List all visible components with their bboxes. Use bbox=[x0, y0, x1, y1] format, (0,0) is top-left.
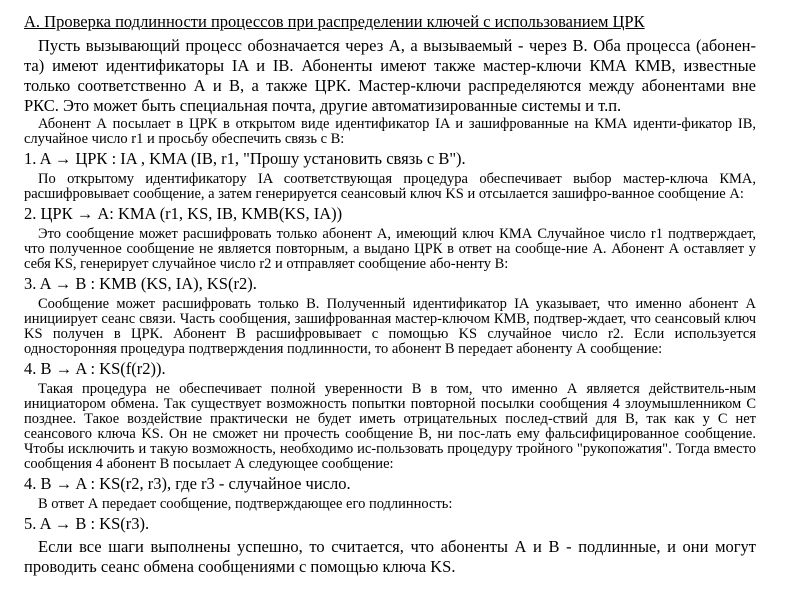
conclusion-paragraph: Если все шаги выполнены успешно, то считается, что абоненты А и В - подлинные, и они могут проводить сеанс обмена сообщениями с помощью ключа KS. bbox=[24, 537, 756, 576]
paragraph-6: В ответ А передает сообщение, подтверждающее его подлинность: bbox=[38, 496, 453, 512]
formula-step-2: 2. ЦРК → A: KMA (r1, KS, IB, KMB(KS, IA)) bbox=[24, 204, 343, 223]
formula-step-1: 1. A → ЦРК : IA , KMA (IB, r1, "Прошу установить связь с В"). bbox=[24, 149, 466, 168]
paragraph-5: Такая процедура не обеспечивает полной уверенности В в том, что именно А является действитель-ным инициатором обмена. Так существует возможность попытки повторной посылки сообщения 4 злоумышленником С позднее. Такое воздействие практически не будет иметь отрицательных послед-ствий для В, так как у С нет сеансового ключа KS. Он не сможет ни прочесть сообщение В, ни пос-лать ему фальсифицированное сообщение. Чтобы исключить и такую возможность, необходимо ис-пользовать процедуру тройного "рукопожатия". Тогда вместо сообщения 4 абонент В посылает А следующее сообщение: bbox=[24, 381, 756, 472]
formula-step-4: 4. B → A : KS(f(r2)). bbox=[24, 359, 166, 378]
paragraph-1: Абонент А посылает в ЦРК в открытом виде идентификатор IA и зашифрованные на КМА иденти-фикатор IB, случайное число r1 и просьбу обеспечить связь с В: bbox=[24, 116, 756, 147]
paragraph-4: Сообщение может расшифровать только В. Полученный идентификатор IA указывает, что именно абонент А инициирует сеанс связи. Часть сообщения, зашифрованная мастер-ключом КМВ, подтвер-ждает, что сеансовый ключ KS получен в ЦРК. Абонент В расшифровывает с помощью KS случайное число r2. Если используется односторонняя процедура подтверждения подлинности, то абонент В передает абоненту А сообщение: bbox=[24, 296, 756, 357]
paragraph-3: Это сообщение может расшифровать только абонент А, имеющий ключ КМА Случайное число r1 подтверждает, что полученное сообщение не является повторным, а выдано ЦРК в ответ на сообще-ние А. Абонент А оставляет у себя KS, генерирует случайное число r2 и отправляет сообщение або-ненту В: bbox=[24, 226, 756, 272]
formula-step-3: 3. A → B : KMB (KS, IA), KS(r2). bbox=[24, 274, 257, 293]
formula-step-4-alt: 4. B → A : KS(r2, r3), где r3 - случайное число. bbox=[24, 474, 351, 493]
intro-paragraph: Пусть вызывающий процесс обозначается через А, а вызываемый - через В. Оба процесса (абонен-та) имеют идентификаторы IA и IB. Абоненты имеют также мастер-ключи КМА КМВ, известные только соответственно А и В, а также ЦРК. Мастер-ключи распределяются между абонентами вне РКС. Это может быть специальная почта, другие автоматизированные системы и т.п. bbox=[24, 36, 756, 115]
paragraph-2: По открытому идентификатору IA соответствующая процедура обеспечивает выбор мастер-ключа КМА, расшифровывает сообщение, а затем генерируется сеансовый ключ KS и отсылается зашифро-ванное сообщение A: bbox=[24, 171, 756, 202]
formula-step-5: 5. A → B : KS(r3). bbox=[24, 514, 150, 533]
document-title: А. Проверка подлинности процессов при распределении ключей с использованием ЦРК bbox=[24, 12, 645, 31]
